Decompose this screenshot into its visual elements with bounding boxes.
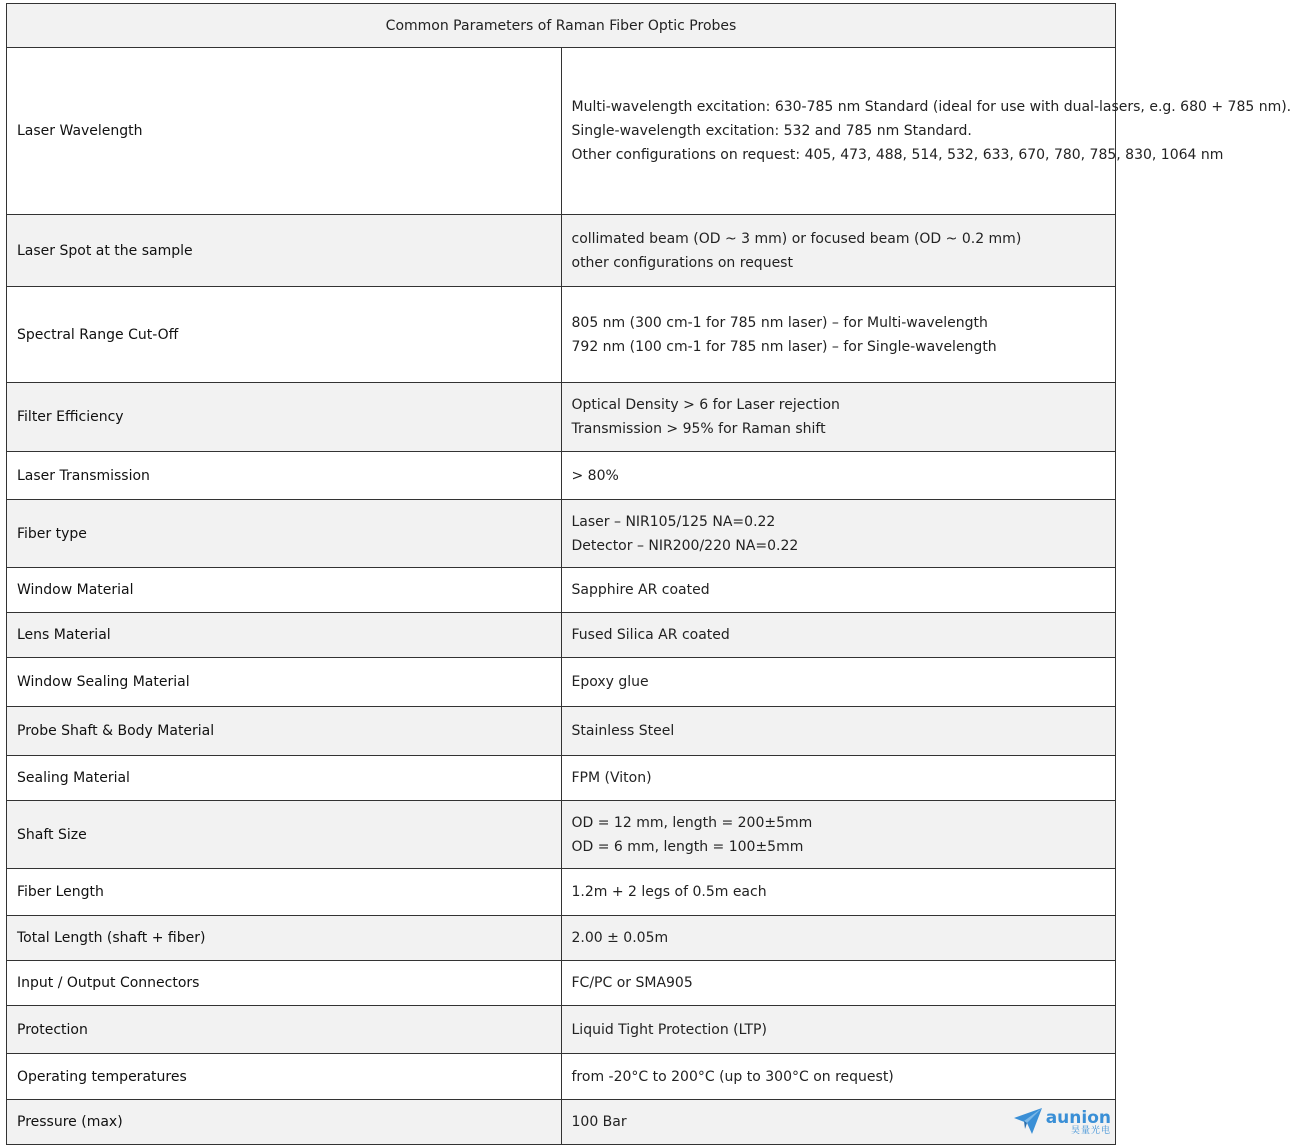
spec-table-body [7, 48, 1291, 1145]
table-row [7, 961, 1116, 1006]
value-line: Transmission > 95% for Raman shift [571, 421, 826, 437]
value-line: FC/PC or SMA905 [571, 975, 693, 991]
parameter-value [561, 500, 1116, 568]
table-row [7, 48, 1116, 215]
table-row [7, 1006, 1116, 1054]
value-line: Detector – NIR200/220 NA=0.22 [571, 537, 799, 554]
paper-plane-icon [1013, 1107, 1043, 1139]
table-row [7, 452, 1116, 500]
value-line: OD = 6 mm, length = 100±5mm [571, 838, 804, 855]
value-line: 805 nm (300 cm-1 for 785 nm laser) – for Multi-wavelength [571, 314, 988, 331]
parameter-label: Fiber Length [7, 869, 562, 916]
table-row [7, 287, 1116, 383]
parameter-label: Probe Shaft & Body Material [7, 707, 562, 756]
table-row [7, 658, 1116, 707]
value-line: Sapphire AR coated [571, 582, 710, 598]
parameter-label: Laser Transmission [7, 452, 562, 500]
parameter-value [561, 383, 1116, 452]
parameter-value [561, 707, 1116, 756]
parameter-label: Shaft Size [7, 801, 562, 869]
table-row [7, 756, 1116, 801]
table-row [7, 383, 1116, 452]
table-row [7, 215, 1116, 287]
parameter-label: Laser Wavelength [7, 48, 562, 215]
parameter-value [561, 801, 1116, 869]
parameter-label: Input / Output Connectors [7, 961, 562, 1006]
table-row [7, 568, 1116, 613]
parameter-label: Spectral Range Cut-Off [7, 287, 562, 383]
parameter-value [561, 215, 1116, 287]
parameter-label: Window Material [7, 568, 562, 613]
table-row [7, 916, 1116, 961]
value-line: Stainless Steel [571, 723, 675, 739]
value-line: collimated beam (OD ~ 3 mm) or focused beam (OD ~ 0.2 mm) [571, 230, 1022, 247]
parameter-value [561, 568, 1116, 613]
value-line: 100 Bar [571, 1114, 627, 1130]
value-line: Epoxy glue [571, 674, 649, 690]
table-row [7, 1054, 1116, 1100]
value-line: Multi-wavelength excitation: 630-785 nm Standard (ideal for use with dual-lasers, e.g. 680 + 785 nm). [571, 99, 1291, 115]
table-row [7, 613, 1116, 658]
parameter-value [561, 869, 1116, 916]
value-line: FPM (Viton) [571, 770, 652, 786]
value-line: Laser – NIR105/125 NA=0.22 [571, 513, 776, 530]
value-line: Other configurations on request: 405, 473, 488, 514, 532, 633, 670, 780, 785, 830, 1064 nm [571, 147, 1224, 163]
value-line: 2.00 ± 0.05m [571, 930, 669, 946]
parameter-value [561, 961, 1116, 1006]
table-row [7, 500, 1116, 568]
logo-name: aunion [1045, 1108, 1111, 1128]
parameter-value [561, 756, 1116, 801]
parameter-value [561, 658, 1116, 707]
logo-subtitle: 昊量光电 [1070, 1126, 1111, 1136]
parameter-label: Protection [7, 1006, 562, 1054]
table-row [7, 869, 1116, 916]
parameter-label: Sealing Material [7, 756, 562, 801]
value-line: from -20°C to 200°C (up to 300°C on request) [571, 1068, 894, 1085]
parameter-value [561, 452, 1116, 500]
value-line: OD = 12 mm, length = 200±5mm [571, 814, 813, 831]
parameter-label: Laser Spot at the sample [7, 215, 562, 287]
parameter-value [561, 1006, 1116, 1054]
table-title: Common Parameters of Raman Fiber Optic Probes [7, 4, 1116, 48]
parameter-label: Filter Efficiency [7, 383, 562, 452]
brand-logo [1013, 1107, 1111, 1139]
value-line: 792 nm (100 cm-1 for 785 nm laser) – for Single-wavelength [571, 338, 997, 355]
value-line: > 80% [571, 467, 619, 484]
parameter-label: Fiber type [7, 500, 562, 568]
table-row [7, 1100, 1116, 1145]
value-line: other configurations on request [571, 254, 793, 271]
parameter-value [561, 613, 1116, 658]
parameter-label: Window Sealing Material [7, 658, 562, 707]
parameter-label: Total Length (shaft + fiber) [7, 916, 562, 961]
parameter-label: Operating temperatures [7, 1054, 562, 1100]
parameter-value [561, 916, 1116, 961]
value-line: Optical Density > 6 for Laser rejection [571, 397, 840, 413]
value-line: 1.2m + 2 legs of 0.5m each [571, 884, 767, 900]
parameter-label: Lens Material [7, 613, 562, 658]
spec-table [6, 3, 1291, 1145]
parameter-value [561, 287, 1116, 383]
table-row [7, 801, 1116, 869]
value-line: Liquid Tight Protection (LTP) [571, 1021, 767, 1038]
parameter-label: Pressure (max) [7, 1100, 562, 1145]
value-line: Single-wavelength excitation: 532 and 785 nm Standard. [571, 123, 972, 139]
parameter-value [561, 1054, 1116, 1100]
table-row [7, 707, 1116, 756]
value-line: Fused Silica AR coated [571, 627, 730, 643]
parameter-value [561, 48, 1291, 215]
